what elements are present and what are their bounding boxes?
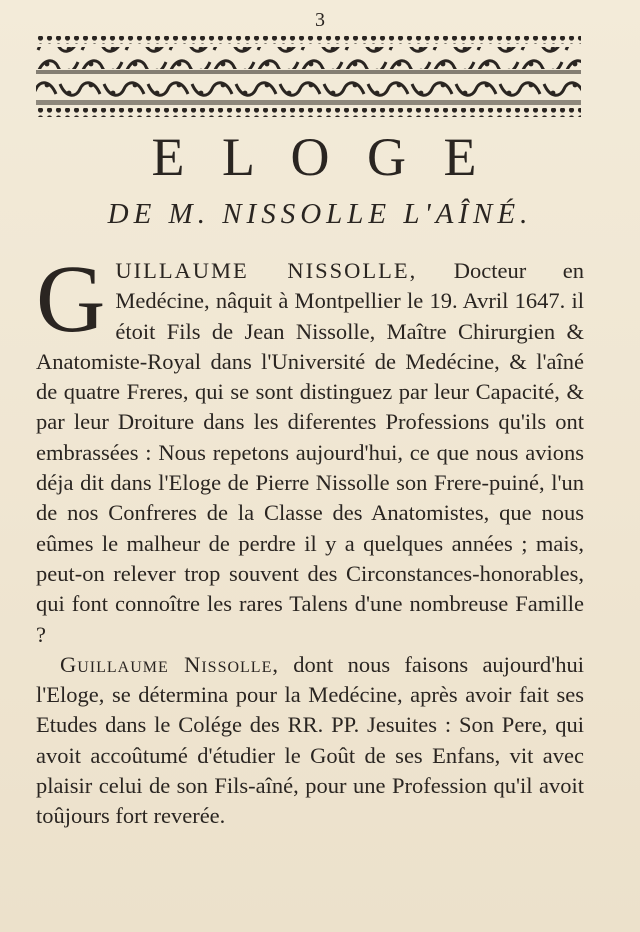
paragraph-1-text: Docteur en Medécine, nâquit à Montpellier le 19. Avril 1647. il étoit Fils de Jean Nissolle, Maître Chirurgien & Anatomiste-Royal dans l'Université de Medécine, & l'aîné de quatre Freres, qui se sont distinguez par leur Capacité, & par leur Droiture dans les diferentes Professions qu'ils ont embrassées : Nous repetons aujourd'hui, ce que nous avions déja dit dans l'Eloge de Pierre Nissolle son Frere-puiné, l'un de nos Confreres de la Classe des Anatomistes, que nous eûmes le malheur de perdre il y a quelques années ; mais, peut-on relever trop souvent des Circonstances-honorables, qui font connoître les rares Talens d'une nombreuse Famille ? xyxy=(36,258,584,647)
opening-caps: UILLAUME NISSOLLE, xyxy=(115,258,418,283)
drop-cap: G xyxy=(36,245,106,352)
body-text xyxy=(36,245,584,832)
paragraph-2 xyxy=(36,650,584,832)
page-number: 3 xyxy=(315,9,325,31)
paragraph-2-name: Guillaume Nissolle, xyxy=(60,651,279,677)
eloge-subheading: DE M. NISSOLLE L'AÎNÉ. xyxy=(107,198,533,230)
paragraph-2-text: dont nous faisons aujourd'hui l'Eloge, se détermina pour la Medécine, après avoir fait ses Etudes dans le Colége des RR. PP. Jesuites : Son Pere, qui avoit accoûtumé d'étudier le Goût de ses Enfans, vit avec plaisir celui de son Fils-aîné, pour une Profession qu'il avoit toûjours fort reverée. xyxy=(36,651,584,829)
paragraph-1 xyxy=(36,245,584,650)
eloge-heading: E L O G E xyxy=(151,127,489,187)
fleuron-band-icon xyxy=(36,34,581,122)
